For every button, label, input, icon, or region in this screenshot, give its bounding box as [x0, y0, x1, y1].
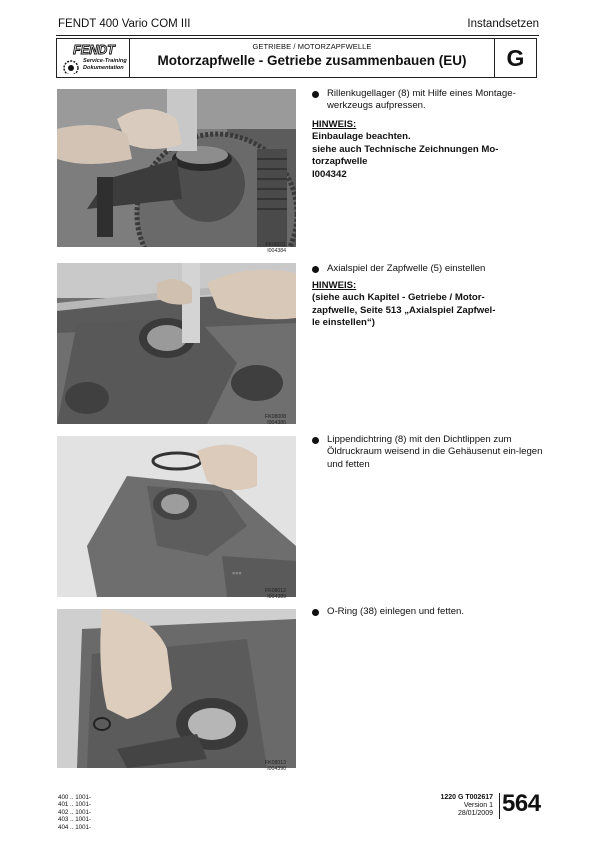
- group-letter: G: [506, 45, 525, 71]
- logo-line-2: Dokumentation: [83, 64, 124, 71]
- photo-2-ref: I004386: [267, 420, 286, 426]
- gear-emblem-icon: [61, 58, 81, 74]
- serial-range: 404 .. 1001-: [58, 823, 92, 831]
- note-2-heading: HINWEIS:: [312, 280, 357, 291]
- serial-range-list: [58, 794, 91, 831]
- serial-range: 401 .. 1001-: [58, 801, 92, 809]
- step-1: [312, 88, 544, 113]
- serial-range: 400 .. 1001-: [58, 794, 92, 801]
- chapter-label: GETRIEBE / MOTORZAPFWELLE: [252, 42, 372, 51]
- logo-brand-text: FENDT: [73, 43, 115, 56]
- serial-range: 403 .. 1001-: [58, 816, 92, 824]
- photo-1-ref: I004384: [267, 248, 286, 254]
- photo-lip-seal: [57, 436, 296, 597]
- photo-3-caption: [236, 588, 286, 600]
- header-divider: [56, 35, 539, 36]
- bullet-icon: [312, 91, 319, 98]
- document-date: 28/01/2009: [457, 809, 493, 817]
- title-block: [56, 38, 537, 78]
- logo-line-1: Service-Training: [83, 58, 127, 64]
- note-1-line: siehe auch Technische Zeichnungen Mo-: [312, 143, 499, 155]
- step-4: [312, 606, 544, 618]
- step-2-text: Axialspiel der Zapfwelle (5) einstellen: [327, 263, 486, 274]
- o-ring-image: [57, 609, 296, 768]
- photo-3-ref: I004389: [267, 594, 286, 600]
- photo-2-caption: [236, 414, 286, 426]
- step-3-text: Lippendichtring (8) mit den Dichtlippen zum Öldruckraum weisend in die Gehäusenut ein-legen und fetten: [327, 434, 543, 470]
- bullet-icon: [312, 266, 319, 273]
- manual-model-title: FENDT 400 Vario COM III: [58, 18, 191, 30]
- note-1-line: Einbaulage beachten.: [312, 131, 411, 143]
- footer-divider: [499, 793, 500, 819]
- document-info: [440, 794, 493, 817]
- note-2-line: zapfwelle, Seite 513 „Axialspiel Zapfwel-: [312, 304, 496, 316]
- note-2-line: (siehe auch Kapitel - Getriebe / Motor-: [312, 292, 485, 304]
- fendt-wordmark-icon: [62, 43, 126, 56]
- step-2-note: [312, 280, 542, 330]
- axial-play-image: [57, 263, 296, 424]
- step-1-text: Rillenkugellager (8) mit Hilfe eines Montage-werkzeugs aufpressen.: [327, 88, 516, 112]
- photo-o-ring: [57, 609, 296, 768]
- photo-4-ref: I004390: [267, 766, 286, 772]
- casting-mark-icon: ▪▪▪: [232, 568, 242, 578]
- photo-3-code: FK08012: [264, 588, 286, 594]
- photo-2-code: FK08008: [264, 414, 286, 420]
- step-4-text: O-Ring (38) einlegen und fetten.: [327, 606, 465, 617]
- note-1-line: torzapfwelle: [312, 156, 368, 168]
- bearing-press-image: [57, 89, 296, 247]
- photo-4-code: FK08013: [264, 760, 286, 766]
- step-3: [312, 434, 544, 471]
- manual-section-label: Instandsetzen: [467, 18, 539, 30]
- note-2-line: le einstellen“): [312, 317, 375, 329]
- photo-bearing-press: [57, 89, 296, 247]
- page-number: 564: [502, 790, 541, 817]
- document-version: Version 1: [463, 801, 493, 809]
- photo-1-caption: [236, 242, 286, 254]
- document-number: 1220 G T002617: [440, 794, 493, 801]
- bullet-icon: [312, 437, 319, 444]
- step-1-note: [312, 119, 542, 181]
- fendt-logo: [57, 39, 130, 77]
- step-2: [312, 263, 544, 275]
- photo-axial-play: [57, 263, 296, 424]
- note-1-heading: HINWEIS:: [312, 119, 357, 130]
- bullet-icon: [312, 609, 319, 616]
- title-cell: [130, 39, 495, 77]
- serial-range: 402 .. 1001-: [58, 808, 92, 816]
- note-1-line: I004342: [312, 168, 347, 180]
- page-title: Motorzapfwelle - Getriebe zusammenbauen (EU): [157, 53, 467, 68]
- photo-1-code: FK08011: [265, 242, 286, 248]
- photo-4-caption: [236, 760, 286, 772]
- logo-subtitle: [83, 58, 127, 71]
- lip-seal-image: [57, 436, 296, 597]
